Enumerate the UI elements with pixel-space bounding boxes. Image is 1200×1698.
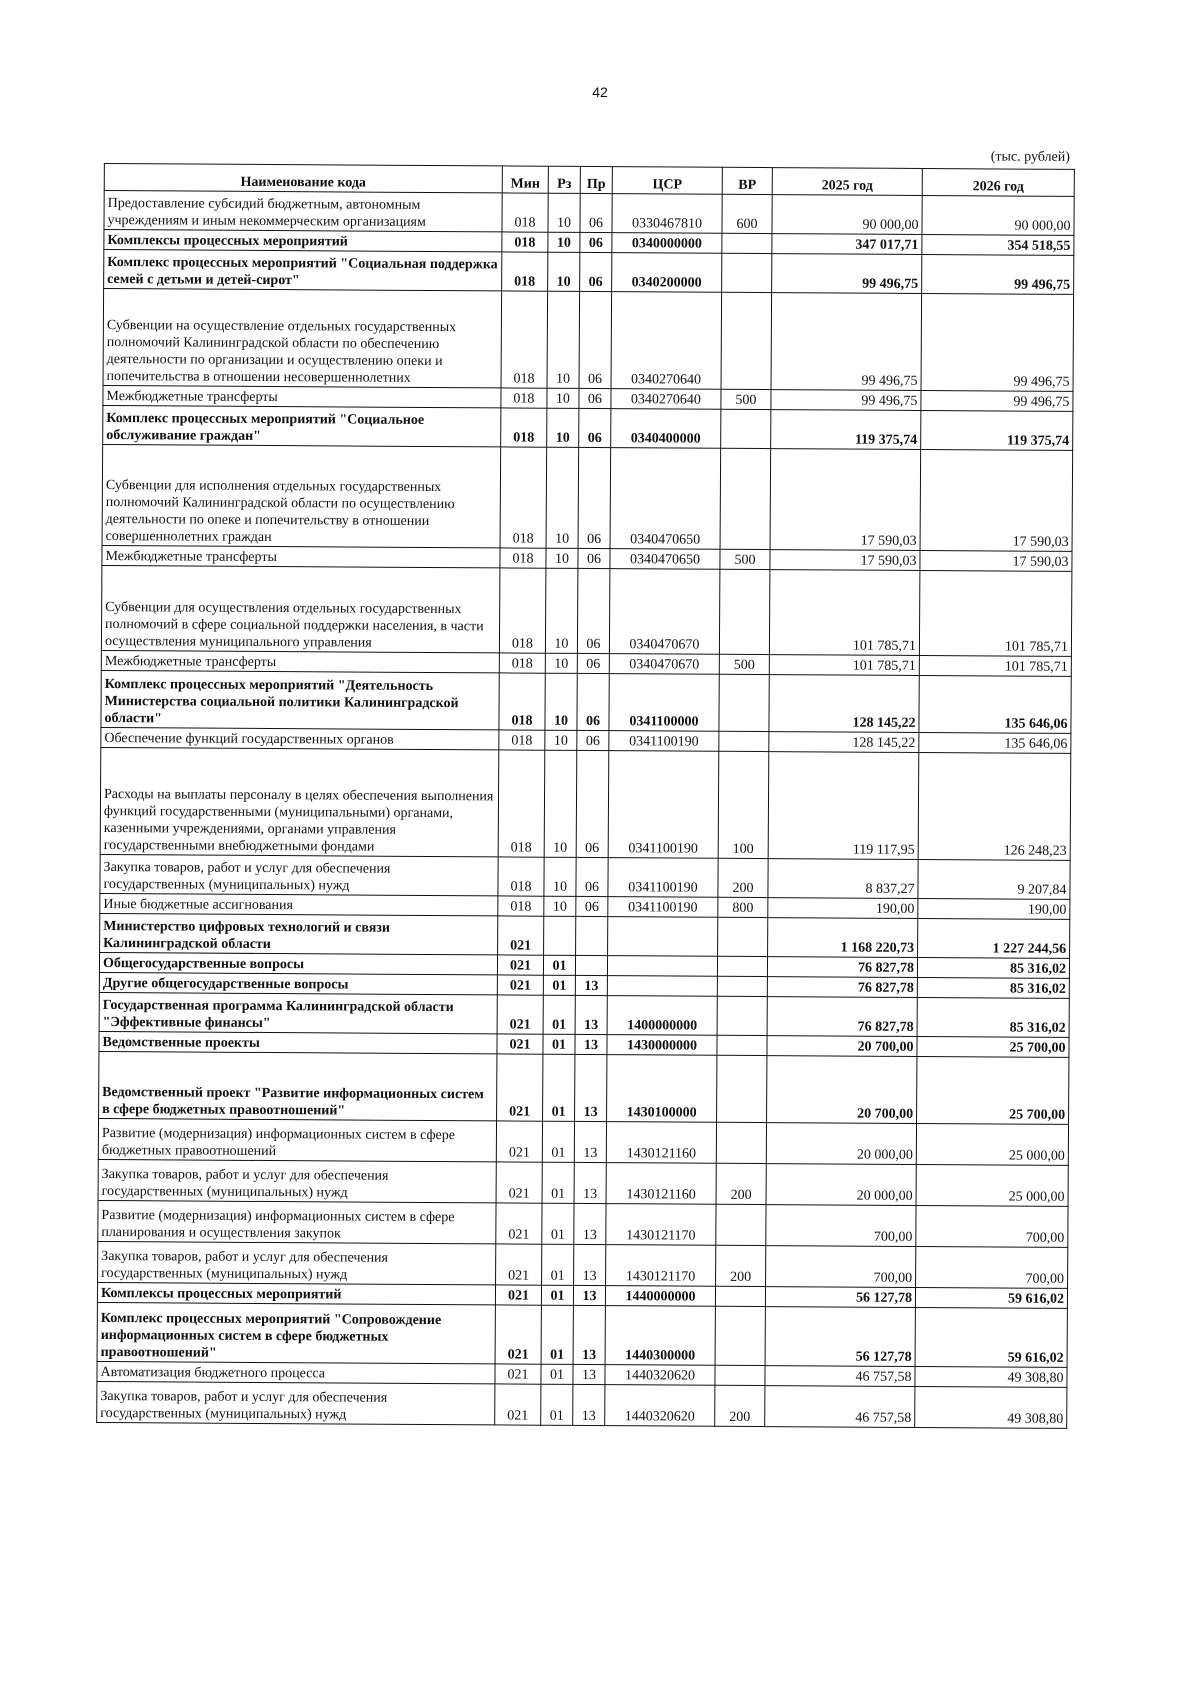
- row-name: Комплексы процессных мероприятий: [104, 230, 502, 252]
- row-name: Ведомственные проекты: [99, 1031, 497, 1053]
- row-pr: 06: [578, 548, 610, 568]
- row-csr: 1440300000: [605, 1306, 715, 1366]
- row-name: Расходы на выплаты персоналу в целях обеспечения выполнения функций государственными (муниципальными) органами, казенными учреждениями, органами управления государственными внебюджетными фондами: [100, 747, 499, 856]
- row-min: 021: [495, 1285, 541, 1305]
- row-name: Комплекс процессных мероприятий "Социальная поддержка семей с детьми и детей-сирот": [104, 250, 502, 291]
- row-rz: 10: [544, 750, 577, 857]
- unit-note: (тыс. рублей): [990, 149, 1070, 165]
- row-2026: 85 316,02: [917, 997, 1069, 1037]
- row-min: 018: [500, 548, 546, 568]
- row-vr: [716, 1122, 766, 1163]
- row-rz: 01: [541, 1364, 573, 1384]
- table-row: [98, 1241, 1068, 1288]
- row-pr: 13: [575, 1034, 607, 1054]
- row-2025: 128 145,22: [769, 732, 919, 753]
- column-header-rz: Рз: [548, 166, 580, 193]
- row-min: 021: [498, 916, 544, 955]
- row-2025: 20 700,00: [767, 1056, 917, 1124]
- row-2026: 25 000,00: [916, 1123, 1068, 1165]
- row-2025: 46 757,58: [765, 1366, 915, 1387]
- row-2026: 99 496,75: [921, 293, 1074, 391]
- page-number: 42: [592, 84, 608, 100]
- row-vr: [717, 1035, 767, 1055]
- row-pr: 13: [573, 1305, 605, 1364]
- row-rz: 01: [542, 1121, 574, 1162]
- row-csr: [608, 917, 718, 957]
- table-row: [99, 1051, 1069, 1124]
- row-min: 018: [499, 568, 546, 653]
- row-csr: 1430121170: [606, 1245, 716, 1287]
- row-name: Обеспечение функций государственных органов: [101, 727, 499, 749]
- row-rz: 10: [545, 673, 577, 730]
- row-2026: 101 785,71: [919, 655, 1071, 676]
- table-row: [100, 747, 1071, 860]
- row-2025: 700,00: [766, 1205, 916, 1247]
- row-csr: 1440320620: [605, 1365, 715, 1386]
- row-2026: 17 590,03: [920, 449, 1073, 551]
- row-csr: [607, 956, 717, 977]
- row-pr: 06: [577, 653, 609, 673]
- row-name: Развитие (модернизация) информационных систем в сфере бюджетных правоотношений: [98, 1118, 496, 1161]
- column-header-2025: 2025 год: [772, 168, 922, 196]
- row-2025: 190,00: [768, 898, 918, 919]
- row-name: Комплекс процессных мероприятий "Деятельность Министерства социальной политики Калининградской области": [101, 670, 499, 729]
- row-rz: 01: [543, 975, 575, 995]
- row-name: Ведомственный проект "Развитие информационных систем в сфере бюджетных правоотношений": [99, 1051, 497, 1120]
- row-min: 018: [499, 653, 545, 673]
- row-2026: 126 248,23: [918, 752, 1071, 860]
- row-2025: 76 827,78: [767, 977, 917, 998]
- row-min: 018: [499, 673, 545, 730]
- row-pr: 13: [574, 1203, 606, 1244]
- row-2025: 56 127,78: [765, 1287, 915, 1308]
- row-pr: 13: [575, 1054, 607, 1121]
- row-csr: 0341100000: [609, 674, 719, 732]
- row-pr: 06: [577, 568, 610, 653]
- row-rz: 01: [541, 1384, 573, 1425]
- row-vr: [717, 956, 767, 976]
- row-pr: 06: [576, 896, 608, 916]
- column-header-name: Наименование кода: [104, 164, 502, 193]
- row-csr: 0340270640: [611, 292, 722, 390]
- row-2026: 59 616,02: [915, 1287, 1067, 1308]
- row-name: Комплексы процессных мероприятий: [97, 1282, 495, 1304]
- table-row: [102, 444, 1073, 551]
- row-rz: 10: [544, 857, 576, 896]
- row-rz: 01: [541, 1305, 573, 1364]
- row-2026: 1 227 244,56: [918, 918, 1070, 958]
- row-pr: [576, 916, 608, 955]
- row-vr: [715, 1365, 765, 1385]
- table-row: [100, 854, 1070, 899]
- row-name: Закупка товаров, работ и услуг для обеспечения государственных (муниципальных) нужд: [98, 1159, 496, 1202]
- row-vr: [715, 1306, 765, 1365]
- row-min: 018: [501, 291, 548, 388]
- row-vr: 800: [718, 897, 768, 917]
- row-rz: 10: [548, 252, 580, 291]
- row-pr: 13: [575, 995, 607, 1034]
- row-vr: [720, 448, 771, 549]
- row-2025: 700,00: [766, 1246, 916, 1288]
- row-vr: 200: [718, 858, 768, 897]
- row-pr: 06: [579, 388, 611, 408]
- row-name: Комплекс процессных мероприятий "Сопровождение информационных систем в сфере бюджетных правоотношений": [97, 1302, 495, 1363]
- row-2025: 90 000,00: [772, 195, 922, 235]
- row-rz: 10: [544, 896, 576, 916]
- row-2026: 90 000,00: [922, 195, 1074, 235]
- row-rz: 01: [543, 1054, 575, 1121]
- table-row: [100, 913, 1070, 958]
- row-vr: 600: [722, 194, 772, 233]
- row-2025: 119 375,74: [771, 410, 921, 450]
- row-pr: 06: [579, 291, 612, 388]
- row-vr: [718, 917, 768, 956]
- row-2025: 20 000,00: [766, 1123, 916, 1165]
- row-name: Межбюджетные трансферты: [102, 545, 500, 567]
- row-2025: 76 827,78: [767, 957, 917, 978]
- row-2026: 99 496,75: [921, 390, 1073, 411]
- row-min: 018: [498, 896, 544, 916]
- row-min: 018: [502, 193, 548, 232]
- row-vr: [719, 674, 769, 731]
- row-vr: [715, 1286, 765, 1306]
- column-header-csr: ЦСР: [612, 167, 722, 195]
- row-name: Предоставление субсидий бюджетным, автономным учреждениям и иным некоммерческим организациям: [104, 191, 502, 232]
- row-min: 021: [495, 1364, 541, 1384]
- row-min: 021: [495, 1384, 541, 1425]
- row-rz: 10: [547, 408, 579, 447]
- row-vr: [722, 253, 772, 292]
- row-rz: 10: [545, 568, 578, 653]
- row-rz: 10: [547, 291, 580, 388]
- row-min: 021: [497, 995, 543, 1034]
- row-name: Иные бюджетные ассигнования: [100, 893, 498, 915]
- row-pr: 06: [580, 232, 612, 252]
- row-2025: 20 000,00: [766, 1164, 916, 1206]
- table-row: [103, 289, 1074, 392]
- column-header-2026: 2026 год: [922, 168, 1074, 196]
- row-vr: [717, 976, 767, 996]
- row-2026: 59 616,02: [915, 1307, 1067, 1367]
- row-min: 018: [500, 447, 547, 548]
- column-header-min: Мин: [502, 166, 548, 193]
- row-2026: 25 700,00: [917, 1036, 1069, 1057]
- row-2025: 99 496,75: [771, 390, 921, 411]
- row-min: 018: [501, 388, 547, 408]
- row-vr: [721, 292, 772, 389]
- row-min: 021: [496, 1162, 542, 1203]
- row-csr: 0330467810: [612, 194, 722, 234]
- row-pr: 06: [580, 193, 612, 232]
- row-vr: 100: [718, 751, 769, 858]
- row-pr: 13: [574, 1162, 606, 1203]
- row-name: Закупка товаров, работ и услуг для обеспечения государственных (муниципальных) нужд: [100, 854, 498, 895]
- row-2026: 25 000,00: [916, 1164, 1068, 1206]
- row-name: Субвенции для осуществления отдельных государственных полномочий в сфере социальной поддержки населения, в части осуществления муниципального управления: [101, 565, 500, 652]
- row-2025: 1 168 220,73: [768, 918, 918, 958]
- row-vr: [717, 996, 767, 1035]
- row-rz: 01: [541, 1285, 573, 1305]
- row-min: 021: [497, 955, 543, 975]
- row-csr: 0340470650: [610, 549, 720, 570]
- budget-table: [96, 163, 1075, 1429]
- row-csr: 0341100190: [608, 751, 719, 859]
- row-vr: 200: [716, 1163, 766, 1204]
- row-rz: 01: [542, 1203, 574, 1244]
- row-name: Комплекс процессных мероприятий "Социальное обслуживание граждан": [103, 405, 501, 446]
- row-pr: 13: [573, 1285, 605, 1305]
- row-csr: 1440320620: [605, 1385, 715, 1427]
- row-2025: 76 827,78: [767, 997, 917, 1037]
- row-name: Общегосударственные вопросы: [99, 952, 497, 974]
- row-name: Закупка товаров, работ и услуг для обеспечения государственных (муниципальных) нужд: [98, 1241, 496, 1284]
- row-pr: 06: [577, 730, 609, 750]
- column-header-pr: Пр: [580, 166, 612, 193]
- row-pr: 06: [580, 252, 612, 291]
- row-min: 018: [501, 408, 547, 447]
- row-rz: 10: [548, 193, 580, 232]
- row-rz: 01: [542, 1162, 574, 1203]
- row-2026: 49 308,80: [915, 1366, 1067, 1387]
- row-vr: [719, 569, 770, 654]
- row-min: 021: [497, 1054, 543, 1121]
- row-rz: 10: [546, 447, 579, 548]
- table-body: [97, 191, 1075, 1429]
- row-rz: 01: [543, 995, 575, 1034]
- row-min: 018: [502, 232, 548, 252]
- table-row: [98, 1118, 1068, 1165]
- row-pr: 13: [574, 1244, 606, 1285]
- row-csr: 1430121160: [606, 1163, 716, 1205]
- row-2025: 56 127,78: [765, 1307, 915, 1367]
- row-csr: 0340470670: [609, 654, 719, 675]
- row-2026: 85 316,02: [917, 957, 1069, 978]
- row-name: Межбюджетные трансферты: [103, 385, 501, 407]
- table-row: [97, 1381, 1067, 1428]
- row-2026: 190,00: [918, 898, 1070, 919]
- row-pr: 06: [579, 408, 611, 447]
- row-pr: 06: [577, 673, 609, 730]
- row-min: 021: [497, 975, 543, 995]
- table-row: [104, 250, 1074, 295]
- row-csr: 0340400000: [611, 409, 721, 449]
- row-csr: 0341100190: [609, 731, 719, 752]
- table-row: [98, 1159, 1068, 1206]
- row-min: 021: [497, 1034, 543, 1054]
- row-name: Другие общегосударственные вопросы: [99, 972, 497, 994]
- column-header-vr: ВР: [722, 167, 772, 194]
- row-csr: 0340270640: [611, 389, 721, 410]
- row-csr: 1430121160: [606, 1122, 716, 1164]
- row-pr: 13: [573, 1364, 605, 1384]
- row-2026: 17 590,03: [920, 550, 1072, 571]
- row-min: 021: [496, 1203, 542, 1244]
- row-name: Межбюджетные трансферты: [101, 650, 499, 672]
- row-pr: 13: [575, 975, 607, 995]
- row-name: Субвенции на осуществление отдельных государственных полномочий Калининградской области по обеспечению деятельности по организации и осуществлению опеки и попечительства в отношении несовершеннолетних: [103, 289, 502, 388]
- row-rz: 10: [545, 653, 577, 673]
- table-row: [97, 1302, 1067, 1367]
- row-pr: 13: [574, 1121, 606, 1162]
- row-pr: [575, 955, 607, 975]
- row-min: 018: [498, 857, 544, 896]
- row-2025: 20 700,00: [767, 1036, 917, 1057]
- row-name: Автоматизация бюджетного процесса: [97, 1361, 495, 1383]
- row-rz: 10: [548, 232, 580, 252]
- row-vr: [721, 409, 771, 448]
- table-row: [104, 191, 1074, 236]
- row-2026: 9 207,84: [918, 859, 1070, 899]
- row-csr: 0340470670: [609, 569, 720, 655]
- row-pr: 06: [576, 857, 608, 896]
- table-row: [98, 1200, 1068, 1247]
- row-csr: 1430121170: [606, 1204, 716, 1246]
- row-vr: 500: [719, 654, 769, 674]
- row-name: Государственная программа Калининградской области "Эффективные финансы": [99, 992, 497, 1033]
- row-name: Развитие (модернизация) информационных систем в сфере планирования и осуществления закупок: [98, 1200, 496, 1243]
- row-2025: 119 117,95: [768, 752, 919, 860]
- row-vr: [716, 1204, 766, 1245]
- row-name: Закупка товаров, работ и услуг для обеспечения государственных (муниципальных) нужд: [97, 1381, 495, 1424]
- row-2026: 25 700,00: [917, 1056, 1069, 1124]
- row-2026: 135 646,06: [919, 732, 1071, 753]
- row-2026: 99 496,75: [922, 254, 1074, 294]
- row-2025: 101 785,71: [769, 655, 919, 676]
- row-vr: [719, 731, 769, 751]
- row-csr: 1400000000: [607, 996, 717, 1036]
- row-2025: 347 017,71: [772, 234, 922, 255]
- row-csr: 1430000000: [607, 1035, 717, 1056]
- row-csr: 0341100190: [608, 858, 718, 898]
- row-csr: 0340000000: [612, 233, 722, 254]
- row-rz: 01: [543, 1034, 575, 1054]
- row-2025: 101 785,71: [769, 570, 920, 656]
- row-rz: [544, 916, 576, 955]
- row-rz: 10: [545, 730, 577, 750]
- row-min: 018: [502, 252, 548, 291]
- row-min: 021: [495, 1305, 541, 1364]
- row-2026: 101 785,71: [919, 570, 1072, 656]
- row-csr: 0340200000: [612, 253, 722, 293]
- row-2026: 49 308,80: [915, 1386, 1067, 1428]
- row-2025: 99 496,75: [771, 293, 922, 391]
- row-vr: [717, 1055, 767, 1122]
- table-row: [101, 565, 1072, 656]
- row-name: Министерство цифровых технологий и связи Калининградской области: [100, 913, 498, 954]
- row-csr: 1430100000: [607, 1055, 717, 1123]
- row-csr: [607, 976, 717, 997]
- row-rz: 01: [543, 955, 575, 975]
- row-min: 018: [499, 730, 545, 750]
- row-2025: 46 757,58: [765, 1386, 915, 1428]
- table-row: [99, 992, 1069, 1037]
- row-min: 021: [496, 1244, 542, 1285]
- row-csr: 0340470650: [610, 448, 721, 550]
- row-2025: 8 837,27: [768, 859, 918, 899]
- row-min: 018: [498, 750, 545, 857]
- table-row: [101, 670, 1071, 733]
- row-vr: 200: [715, 1385, 765, 1426]
- row-pr: 06: [576, 750, 609, 857]
- row-2026: 700,00: [916, 1205, 1068, 1247]
- row-csr: 1440000000: [605, 1286, 715, 1307]
- row-2025: 17 590,03: [770, 550, 920, 571]
- row-min: 021: [496, 1121, 542, 1162]
- budget-table-block: [96, 144, 1074, 1429]
- row-vr: [722, 233, 772, 253]
- row-2025: 128 145,22: [769, 675, 919, 733]
- row-pr: 06: [578, 447, 611, 548]
- row-rz: 01: [542, 1244, 574, 1285]
- row-2026: 85 316,02: [917, 977, 1069, 998]
- row-2026: 135 646,06: [919, 675, 1071, 733]
- row-vr: 500: [720, 549, 770, 569]
- row-2026: 119 375,74: [921, 410, 1073, 450]
- row-2025: 17 590,03: [770, 449, 921, 551]
- row-2025: 99 496,75: [772, 254, 922, 294]
- row-vr: 500: [721, 389, 771, 409]
- table-row: [103, 405, 1073, 450]
- row-vr: 200: [716, 1245, 766, 1286]
- row-rz: 10: [547, 388, 579, 408]
- row-2026: 354 518,55: [922, 234, 1074, 255]
- row-2026: 700,00: [916, 1246, 1068, 1288]
- row-csr: 0341100190: [608, 897, 718, 918]
- row-name: Субвенции для исполнения отдельных государственных полномочий Калининградской области по осуществлению деятельности по опеке и попечительству в отношении совершеннолетних граждан: [102, 444, 501, 547]
- row-rz: 10: [546, 548, 578, 568]
- row-pr: 13: [573, 1384, 605, 1425]
